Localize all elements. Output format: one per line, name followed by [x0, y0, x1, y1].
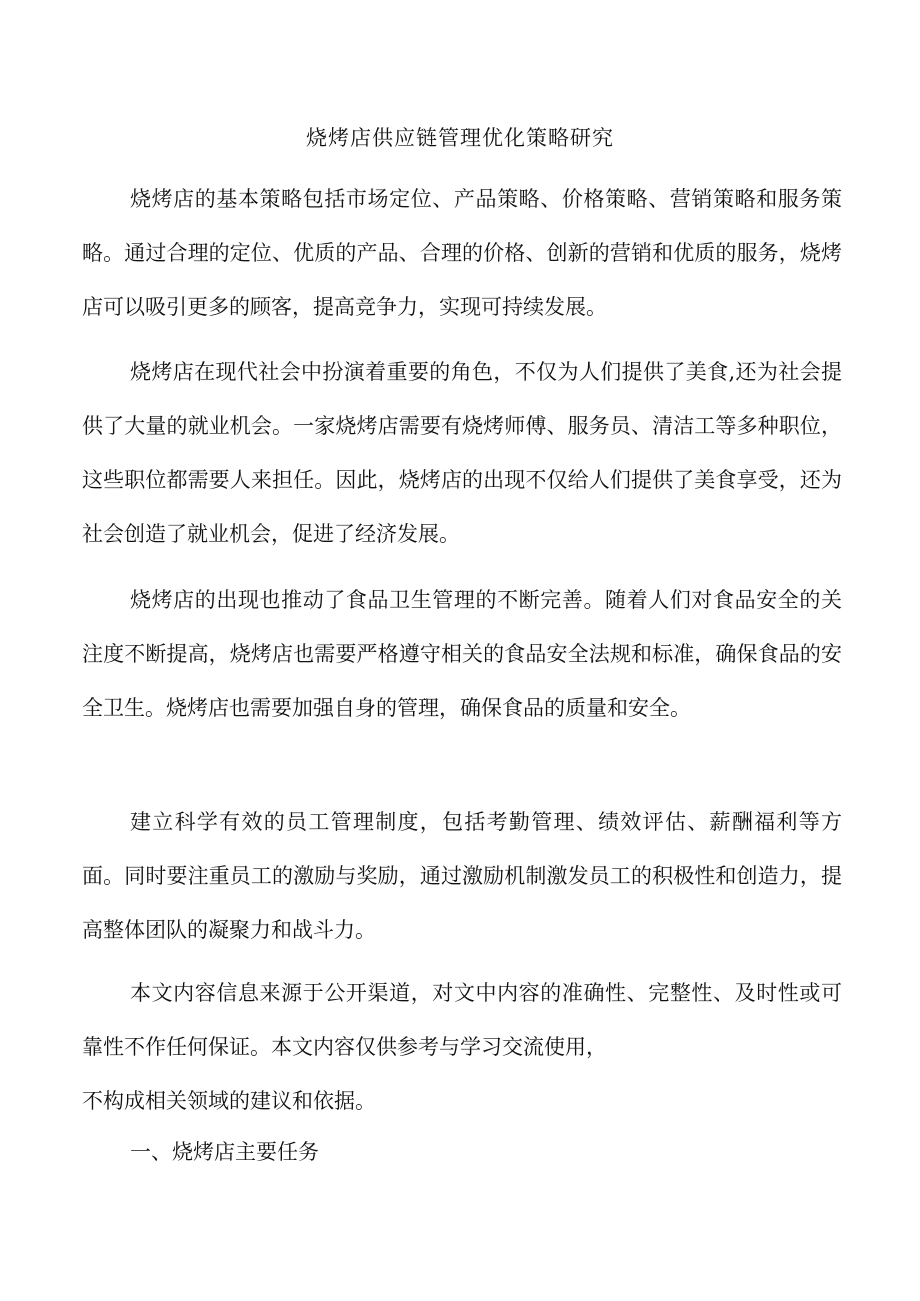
disclaimer-line-1: 本文内容信息来源于公开渠道，对文中内容的准确性、完整性、及时性或可靠性不作任何保证。本文内容仅供参考与学习交流使用，: [82, 981, 842, 1059]
paragraph-staff-management: 建立科学有效的员工管理制度，包括考勤管理、绩效评估、薪酬福利等方面。同时要注重员工的激励与奖励，通过激励机制激发员工的积极性和创造力，提高整体团队的凝聚力和战斗力。: [82, 810, 842, 942]
disclaimer-line-2: 不构成相关领域的建议和依据。: [82, 1089, 376, 1113]
document-title: 烧烤店供应链管理优化策略研究: [306, 126, 614, 150]
section-heading: 一、烧烤店主要任务: [130, 1140, 319, 1164]
paragraph-social-role: 烧烤店在现代社会中扮演着重要的角色，不仅为人们提供了美食,还为社会提供了大量的就业机会。一家烧烤店需要有烧烤师傅、服务员、清洁工等多种职位，这些职位都需要人来担任。因此，烧烤店的出现不仅给人们提供了美食享受，还为社会创造了就业机会，促进了经济发展。: [82, 360, 842, 546]
paragraph-basic-strategy: 烧烤店的基本策略包括市场定位、产品策略、价格策略、营销策略和服务策略。通过合理的定位、优质的产品、合理的价格、创新的营销和优质的服务，烧烤店可以吸引更多的顾客，提高竞争力，实现可持续发展。: [82, 187, 842, 319]
disclaimer-paragraph: [82, 966, 842, 1128]
paragraph-food-safety: 烧烤店的出现也推动了食品卫生管理的不断完善。随着人们对食品安全的关注度不断提高，烧烤店也需要严格遵守相关的食品安全法规和标准，确保食品的安全卫生。烧烤店也需要加强自身的管理，确保食品的质量和安全。: [82, 588, 842, 720]
